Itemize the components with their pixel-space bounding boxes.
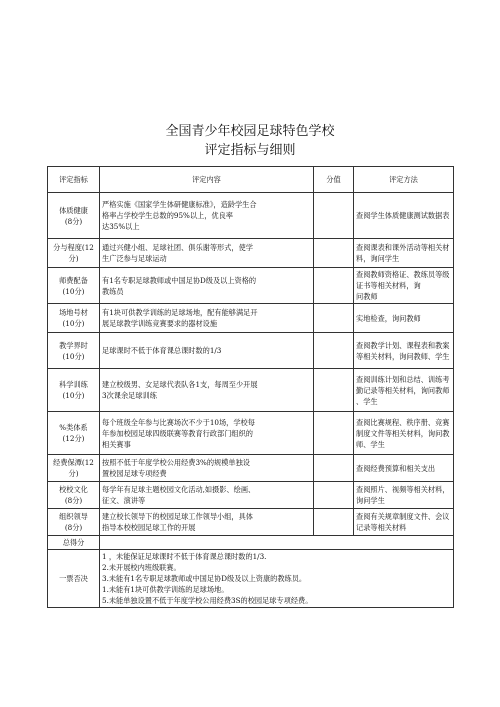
veto-label: 一票否决 [48, 550, 100, 608]
content-cell [100, 412, 314, 455]
method-cell-line: 、学生 [356, 396, 378, 406]
method-cell [354, 369, 454, 412]
indicator-cell-line: 场地号材 [59, 308, 88, 317]
indicator-cell [48, 482, 100, 509]
veto-items-cell-line: 5.未能单独设置不低于年度学校公用经费3S的校园足球专项经费。 [102, 596, 313, 605]
total-value-cell[interactable] [100, 536, 454, 550]
content-cell [100, 455, 314, 482]
method-cell-line: 查阅比赛规程、秩序册、竞赛 [356, 417, 450, 427]
method-cell [354, 193, 454, 239]
indicator-cell-line: 体质健康 [59, 205, 88, 215]
indicator-cell [48, 509, 100, 536]
method-cell-line: 查阅课表和课外活动等相关材 [356, 243, 450, 252]
content-cell [100, 369, 314, 412]
method-cell [354, 333, 454, 369]
method-cell [354, 482, 454, 509]
method-cell-line: 勤记录等相关材料，询问教师 [356, 385, 450, 395]
content-cell-line: 每个班级全年参与比赛场次不少于10场，学校每 [102, 417, 255, 427]
indicator-cell [48, 268, 100, 304]
table-row [48, 482, 454, 509]
table-row [48, 239, 454, 268]
content-cell-line: 达35%以上 [102, 222, 140, 231]
method-cell-line: 查阅教学计划、课程表和教案 [356, 340, 450, 350]
indicator-cell-line: 组织领导 [59, 512, 88, 521]
indicator-cell [48, 412, 100, 455]
indicator-cell-line: 分与程度(12 [53, 243, 94, 252]
content-cell [100, 509, 314, 536]
veto-items-cell-line: 2.未开展校内班级联赛。 [102, 563, 181, 572]
document-title-line2: 评定指标与细则 [204, 143, 296, 158]
veto-items-cell-line: 1 ，未能保证足球课时不低于体育课总课时数的1/3. [102, 552, 267, 561]
method-cell [354, 455, 454, 482]
table-header-row [48, 167, 454, 193]
indicator-cell-line: 经费保潭(12 [53, 458, 94, 467]
veto-items-cell-line: 1.未能有1块可供教学训练的足球场地。 [102, 585, 229, 594]
indicator-cell-line: 教学界时 [59, 340, 88, 350]
content-cell-line: 有1名专职足球教师或中国足协D级及以上资格的 [102, 275, 257, 285]
method-cell-line: 查阅学生体质健康测试数据表 [356, 211, 450, 220]
content-cell-line: 建立校级男、女足球代表队各1支，每周至少开展 [102, 380, 258, 389]
content-cell-line: 指导本校校园足球工作的开展 [102, 523, 196, 532]
veto-items-cell-line: 3.未能有1名专职足球教师或中国足协D级及以上资康的教练员。 [102, 574, 307, 583]
header-score: 分值 [314, 167, 354, 193]
method-cell-line: 实地检查，询问教师 [356, 313, 421, 323]
indicator-cell-line: (12分) [62, 434, 85, 443]
score-cell[interactable] [314, 239, 354, 268]
method-cell [354, 412, 454, 455]
table-row [48, 268, 454, 304]
header-content: 评定内容 [100, 167, 314, 193]
indicator-cell [48, 304, 100, 333]
indicator-cell [48, 239, 100, 268]
method-cell [354, 509, 454, 536]
total-label: 总得分 [48, 536, 100, 550]
indicator-cell [48, 369, 100, 412]
table-row [48, 333, 454, 369]
indicator-cell-line: (10分) [62, 391, 85, 400]
content-cell-line: 通过兴健小组、足球社团、俱乐谢等形式，使学 [102, 243, 253, 252]
score-cell[interactable] [314, 333, 354, 369]
table-row [48, 193, 454, 239]
content-cell [100, 333, 314, 369]
content-cell-line: 按照不低于年度学校公用经费3%的规模单独设 [102, 458, 250, 467]
table-row [48, 304, 454, 333]
document-title-line1: 全国青少年校园足球特色学校 [165, 124, 335, 139]
score-cell[interactable] [314, 455, 354, 482]
content-cell-line: 每学年有足球主题校园文化活动,如摄影、绘画、 [102, 485, 256, 494]
indicator-cell-line: (8分) [64, 496, 83, 505]
indicator-cell-line: 分) [68, 254, 79, 263]
indicator-cell-line: (8分) [64, 216, 83, 226]
method-cell-line: 查阅有关规章制度文件、会议 [356, 512, 450, 521]
indicator-cell-line: 分) [68, 469, 79, 478]
score-cell[interactable] [314, 304, 354, 333]
method-cell-line: 查阅照片、视频等相关材料， [356, 485, 450, 494]
indicator-cell-line: (10分) [62, 319, 85, 328]
score-cell[interactable] [314, 482, 354, 509]
content-cell-line: 征文、演讲等 [102, 496, 146, 505]
method-cell-line: 查阅经费预算和相关支出 [356, 463, 436, 473]
content-cell-line: 3次课余足球训练 [102, 391, 157, 400]
method-cell [354, 268, 454, 304]
content-cell-line: 有1块可供教学训练的足球场地，配有能够满足开 [102, 308, 258, 317]
method-cell-line: 料，询问学生 [356, 254, 400, 263]
content-cell-line: 相关赛事 [102, 439, 131, 449]
score-cell[interactable] [314, 509, 354, 536]
content-cell-line: 生广泛参与足球运动 [102, 254, 167, 263]
content-cell-line: 建立校长领导下的校园足球工作领导小组，具体 [102, 512, 253, 521]
method-cell-line: 证书等相关材料，询 [356, 281, 421, 290]
method-cell [354, 304, 454, 333]
evaluation-table [47, 166, 454, 608]
content-cell-line: 置校园足球专项经费 [102, 469, 167, 478]
content-cell [100, 268, 314, 304]
indicator-cell [48, 455, 100, 482]
indicator-cell [48, 193, 100, 239]
content-cell-line: 年参加校园足球四级联赛等教育行政部门组织的 [102, 428, 253, 438]
score-cell[interactable] [314, 268, 354, 304]
veto-items-cell [100, 550, 454, 608]
method-cell-line: 查阅教师资格证、教练员等级 [356, 270, 450, 279]
indicator-cell-line: 科学训练 [59, 380, 88, 389]
header-method: 评定方法 [354, 167, 454, 193]
header-indicator: 评定指标 [48, 167, 100, 193]
indicator-cell [48, 333, 100, 369]
content-cell [100, 304, 314, 333]
table-row [48, 369, 454, 412]
indicator-cell-line: (8分) [64, 523, 83, 532]
content-cell-line: 格率占学校学生总数的95%以上，优良率 [102, 211, 233, 220]
table-row [48, 509, 454, 536]
method-cell-line: 等相关材料，询问教师、学生 [356, 351, 450, 361]
veto-row [48, 550, 454, 608]
content-cell [100, 193, 314, 239]
content-cell-line: 足球课时不低于体育课总课时数的1/3 [102, 346, 222, 355]
score-cell[interactable] [314, 369, 354, 412]
method-cell [354, 239, 454, 268]
indicator-cell-line: 校校文化 [59, 485, 88, 494]
indicator-cell-line: (10分) [62, 351, 85, 361]
content-cell [100, 482, 314, 509]
method-cell-line: 查阅训练计划和总结、训练考 [356, 374, 450, 384]
method-cell-line: 师、学生 [356, 439, 385, 449]
content-cell-line: 展足球教学训练竞赛要求的器材设施 [102, 319, 218, 328]
content-cell [100, 239, 314, 268]
indicator-cell-line: 师费配备 [59, 275, 88, 285]
content-cell-line: 严格实施《国家学生体研健康标准》，造龄学生合 [102, 200, 257, 209]
total-row [48, 536, 454, 550]
content-cell-line: 教练员 [102, 286, 124, 296]
method-cell-line: 制度文件等相关材料，询问教 [356, 428, 450, 438]
indicator-cell-line: (10分) [62, 286, 85, 296]
method-cell-line: 问教师 [356, 292, 378, 301]
score-cell[interactable] [314, 412, 354, 455]
indicator-cell-line: %类体系 [59, 423, 88, 432]
method-cell-line: 询问学生 [356, 496, 385, 505]
table-row [48, 412, 454, 455]
method-cell-line: 记录等相关材料 [356, 523, 407, 532]
table-row [48, 455, 454, 482]
score-cell[interactable] [314, 193, 354, 239]
